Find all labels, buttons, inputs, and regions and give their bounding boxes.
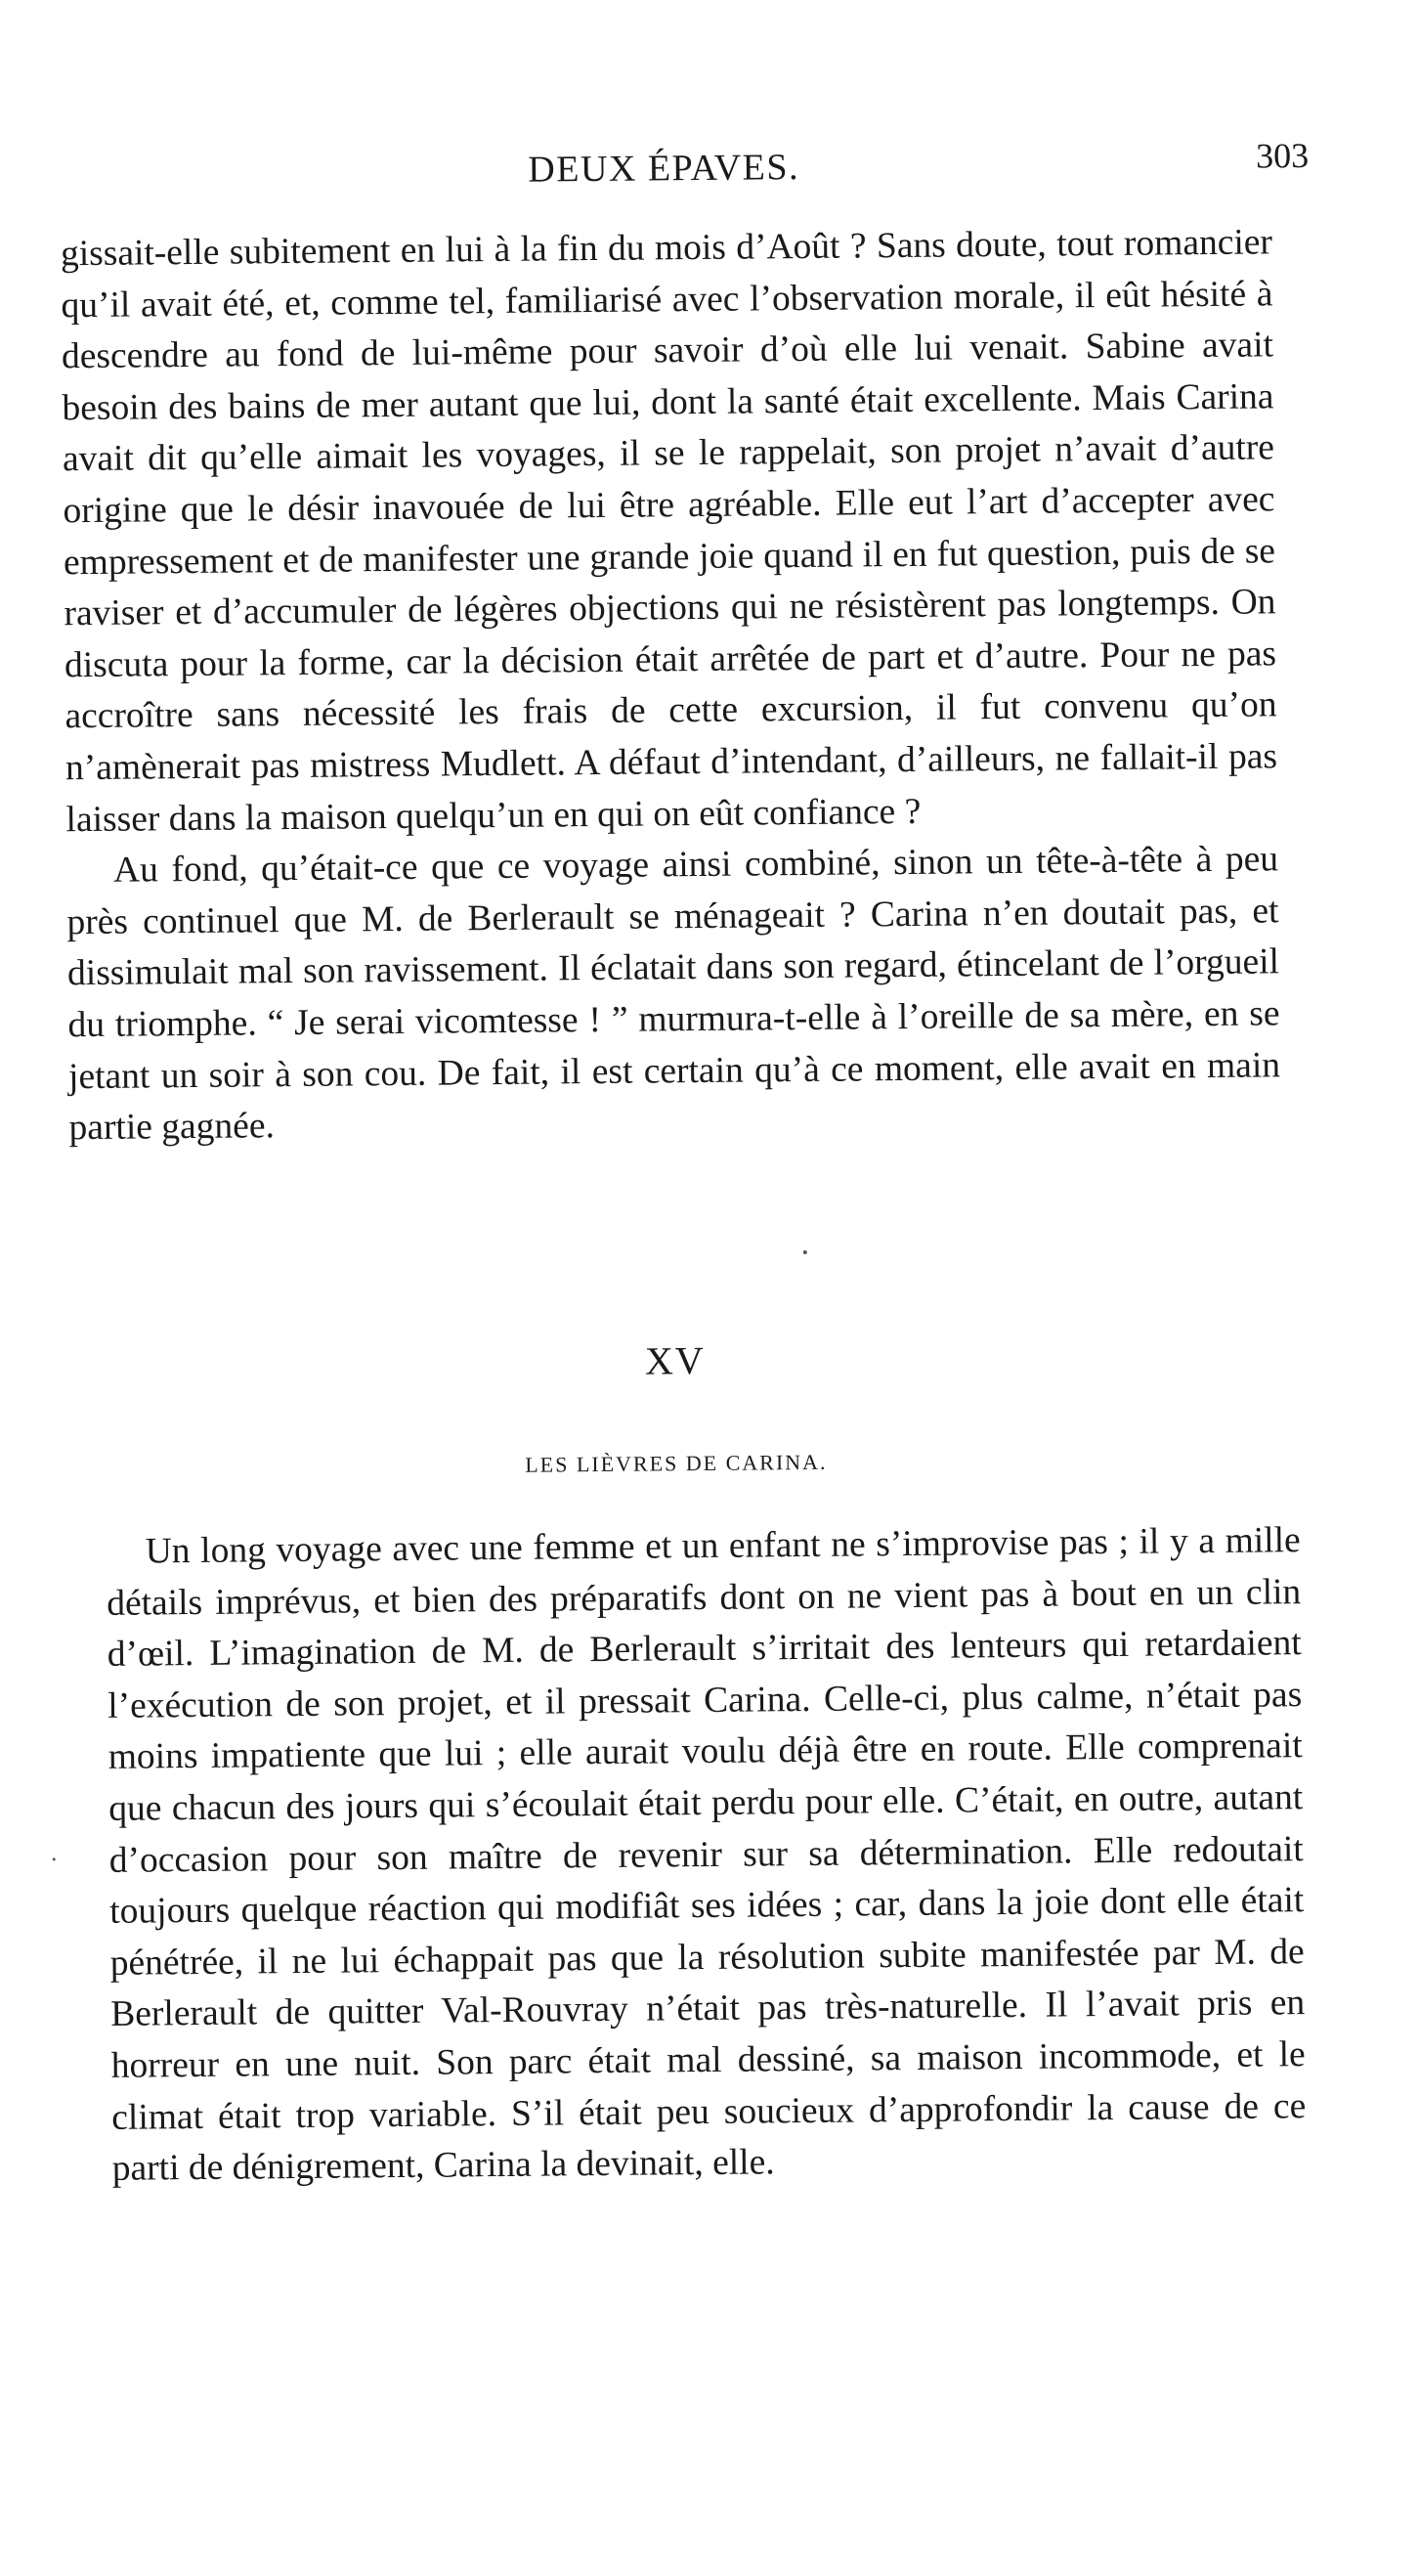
paragraph: gissait-elle subitement en lui à la fin du mois d’Août ? Sans doute, tout romancier qu’il avait été, et, comme tel, familiarisé avec l’observation morale, il eût hésité à descendre au fond de lui-même pour savoir d’où elle lui venait. Sabine avait besoin des bains de mer autant que lui, dont la santé était excellente. Mais Carina avait dit qu’elle aimait les voyages, il se le rappelait, son projet n’avait d’autre origine que le désir inavouée de lui être agréable. Elle eut l’art d’accepter avec empressement et de manifester une grande joie quand il en fut question, puis de se raviser et d’accumuler de légères objections qui ne résistèrent pas longtemps. On discuta pour la forme, car la décision était arrêtée de part et d’autre. Pour ne pas accroître sans nécessité les frais de cette excursion, il fut convenu qu’on n’amènerait pas mistress Mudlett. A défaut d’intendant, d’ailleurs, ne fallait-il pas laisser dans la maison quelqu’un en qui on eût confiance ? <box>60 222 1278 840</box>
chapter-text <box>106 1515 1307 2195</box>
page-number: 303 <box>1255 136 1310 176</box>
paragraph: Au fond, qu’était-ce que ce voyage ainsi combiné, sinon un tête-à-tête à peu près continuel que M. de Berlerault se ménageait ? Carina n’en doutait pas, et dissimulait mal son ravissement. Il éclatait dans son regard, étincelant de l’orgueil du triomphe. “ Je serai vicomtesse ! ” murmura-t-elle à l’oreille de sa mère, en se jetant un soir à son cou. De fait, il est certain qu’à ce moment, elle avait en main partie gagnée. <box>66 839 1281 1149</box>
print-speck <box>53 1857 56 1860</box>
paragraph: Un long voyage avec une femme et un enfant ne s’improvise pas ; il y a mille détails imprévus, et bien des préparatifs dont on ne vient pas à bout en un clin d’œil. L’imagination de M. de Berlerault s’irritait des lenteurs qui retardaient l’exécution de son projet, et il pressait Carina. Celle-ci, plus calme, n’était pas moins impatiente que lui ; elle aurait voulu déjà être en route. Elle comprenait que chacun des jours qui s’écoulait était perdu pour elle. C’était, en outre, autant d’occasion pour son maître de revenir sur sa détermination. Elle redoutait toujours quelque réaction qui modifiât ses idées ; car, dans la joie dont elle était pénétrée, il ne lui échappait pas que la résolution subite manifestée par M. de Berlerault de quitter Val-Rouvray n’était pas très-naturelle. Il l’avait pris en horreur en une nuit. Son parc était mal dessiné, sa maison incommode, et le climat était trop variable. S’il était peu soucieux d’approfondir la cause de ce parti de dénigrement, Carina la devinait, elle. <box>107 1520 1307 2189</box>
running-head <box>58 136 1310 211</box>
running-title: DEUX ÉPAVES. <box>528 147 800 191</box>
body-text <box>61 217 1281 1155</box>
print-speck <box>803 1250 807 1254</box>
chapter-title: LES LIÈVRES DE CARINA. <box>525 1449 828 1477</box>
chapter-number: XV <box>644 1337 706 1383</box>
